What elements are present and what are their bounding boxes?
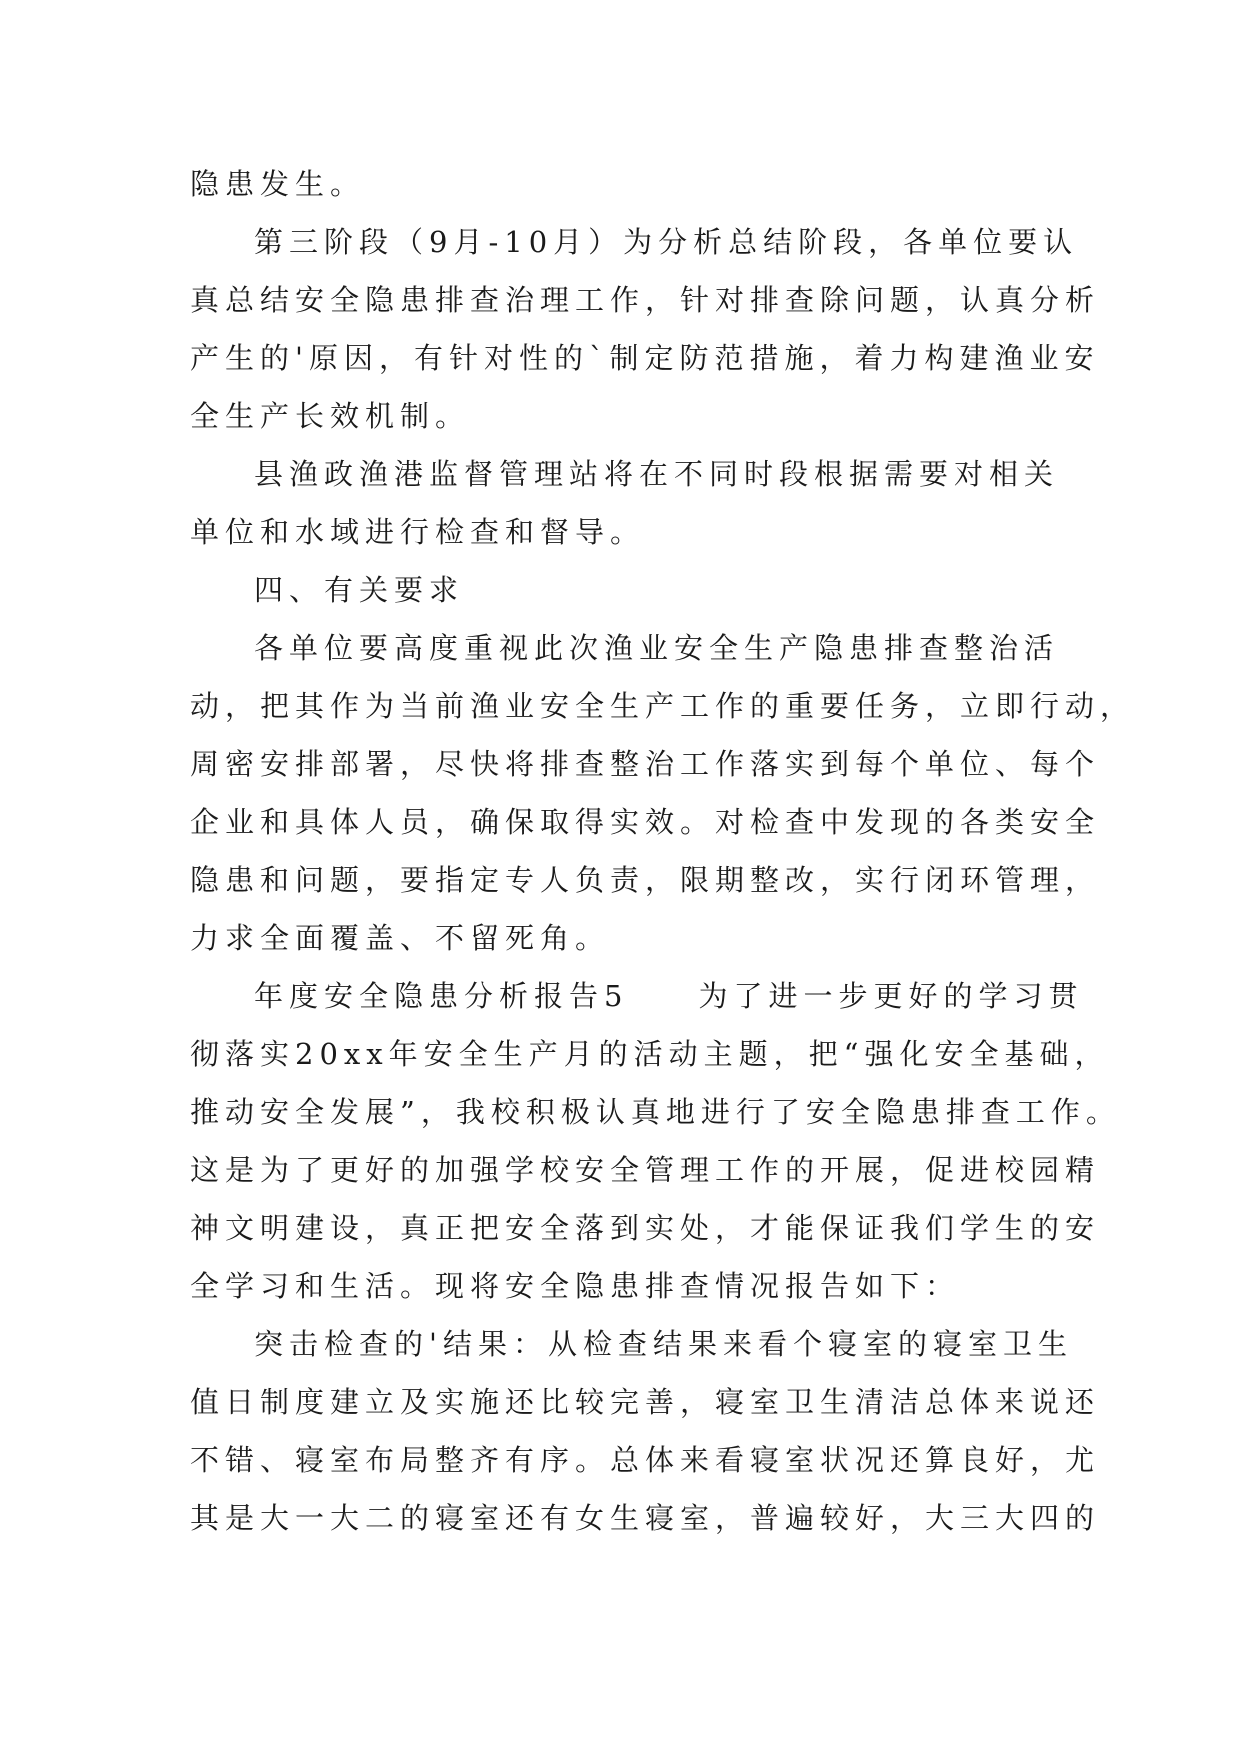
text-line: 这是为了更好的加强学校安全管理工作的开展，促进校园精 (190, 1153, 1101, 1187)
paragraph-start-line: 突击检查的'结果：从检查结果来看个寝室的寝室卫生 (254, 1327, 1073, 1361)
text-line: 不错、寝室布局整齐有序。总体来看寝室状况还算良好，尤 (190, 1443, 1101, 1477)
text-line: 动，把其作为当前渔业安全生产工作的重要任务，立即行动， (190, 689, 1136, 723)
section-heading: 四、有关要求 (254, 573, 465, 607)
text-line: 全学习和生活。现将安全隐患排查情况报告如下： (190, 1269, 961, 1303)
text-line: 单位和水域进行检查和督导。 (190, 515, 646, 549)
text-line: 隐患和问题，要指定专人负责，限期整改，实行闭环管理， (190, 863, 1101, 897)
paragraph-start-line: 县渔政渔港监督管理站将在不同时段根据需要对相关 (254, 457, 1060, 491)
paragraph-start-line: 年度安全隐患分析报告5 为了进一步更好的学习贯 (254, 979, 1084, 1013)
text-line: 隐患发生。 (190, 167, 366, 201)
text-line: 推动安全发展”，我校积极认真地进行了安全隐患排查工作。 (190, 1095, 1121, 1129)
paragraph-start-line: 第三阶段（9月-10月）为分析总结阶段，各单位要认 (254, 225, 1079, 259)
text-line: 产生的'原因，有针对性的`制定防范措施，着力构建渔业安 (190, 341, 1100, 375)
text-line: 彻落实20xx年安全生产月的活动主题，把“强化安全基础， (190, 1037, 1110, 1071)
text-line: 真总结安全隐患排查治理工作，针对排查除问题，认真分析 (190, 283, 1101, 317)
paragraph-start-line: 各单位要高度重视此次渔业安全生产隐患排查整治活 (254, 631, 1060, 665)
text-line: 力求全面覆盖、不留死角。 (190, 921, 611, 955)
text-line: 周密安排部署，尽快将排查整治工作落实到每个单位、每个 (190, 747, 1101, 781)
document-body (190, 155, 1136, 1547)
text-line: 神文明建设，真正把安全落到实处，才能保证我们学生的安 (190, 1211, 1101, 1245)
text-line: 全生产长效机制。 (190, 399, 471, 433)
text-line: 企业和具体人员，确保取得实效。对检查中发现的各类安全 (190, 805, 1101, 839)
text-line: 值日制度建立及实施还比较完善，寝室卫生清洁总体来说还 (190, 1385, 1101, 1419)
text-line: 其是大一大二的寝室还有女生寝室，普遍较好，大三大四的 (190, 1501, 1101, 1535)
